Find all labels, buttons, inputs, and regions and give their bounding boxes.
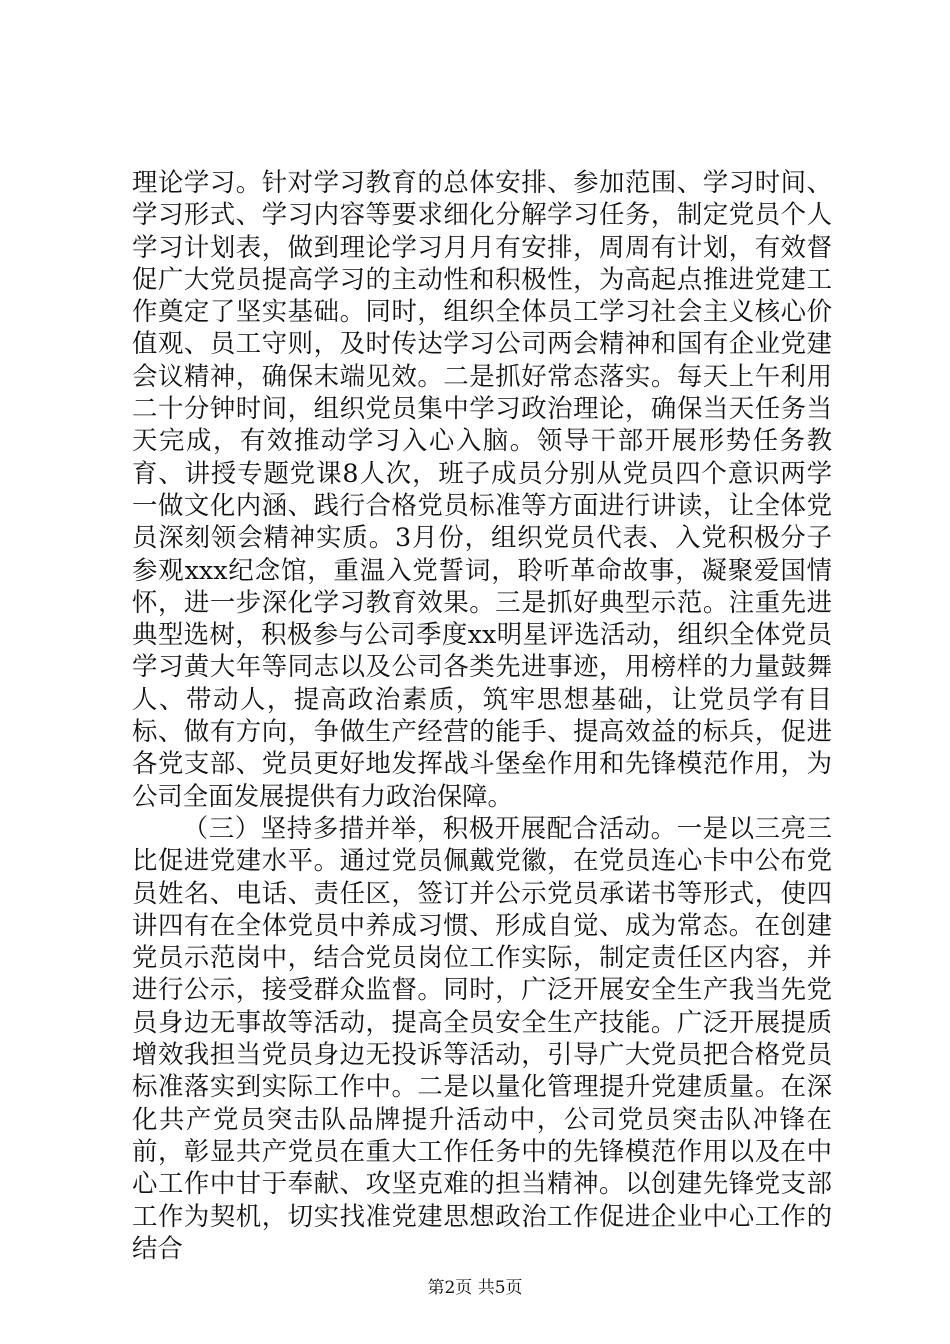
page-number-footer: 第2页 共5页 xyxy=(427,1278,523,1298)
document-body xyxy=(132,166,832,1264)
body-paragraph-2: （三）坚持多措并举，积极开展配合活动。一是以三亮三比促进党建水平。通过党员佩戴党徽，在党员连心卡中公布党员姓名、电话、责任区，签订并公示党员承诺书等形式，使四讲四有在全体党员中养成习惯、形成自觉、成为常态。在创建党员示范岗中，结合党员岗位工作实际，制定责任区内容，并进行公示，接受群众监督。同时，广泛开展安全生产我当先党员身边无事故等活动，提高全员安全生产技能。广泛开展提质增效我担当党员身边无投诉等活动，引导广大党员把合格党员标准落实到实际工作中。二是以量化管理提升党建质量。在深化共产党员突击队品牌提升活动中，公司党员突击队冲锋在前，彰显共产党员在重大工作任务中的先锋模范作用以及在中心工作中甘于奉献、攻坚克难的担当精神。以创建先锋党支部工作为契机，切实找准党建思想政治工作促进企业中心工作的结合 xyxy=(132,812,832,1263)
body-paragraph-1: 理论学习。针对学习教育的总体安排、参加范围、学习时间、学习形式、学习内容等要求细化分解学习任务，制定党员个人学习计划表，做到理论学习月月有安排，周周有计划，有效督促广大党员提高学习的主动性和积极性，为高起点推进党建工作奠定了坚实基础。同时，组织全体员工学习社会主义核心价值观、员工守则，及时传达学习公司两会精神和国有企业党建会议精神，确保末端见效。二是抓好常态落实。每天上午利用二十分钟时间，组织党员集中学习政治理论，确保当天任务当天完成，有效推动学习入心入脑。领导干部开展形势任务教育、讲授专题党课8人次，班子成员分别从党员四个意识两学一做文化内涵、践行合格党员标准等方面进行讲读，让全体党员深刻领会精神实质。3月份，组织党员代表、入党积极分子参观xxx纪念馆，重温入党誓词，聆听革命故事，凝聚爱国情怀，进一步深化学习教育效果。三是抓好典型示范。注重先进典型选树，积极参与公司季度xx明星评选活动，组织全体党员学习黄大年等同志以及公司各类先进事迹，用榜样的力量鼓舞人、带动人，提高政治素质，筑牢思想基础，让党员学有目标、做有方向，争做生产经营的能手、提高效益的标兵，促进各党支部、党员更好地发挥战斗堡垒作用和先锋模范作用，为公司全面发展提供有力政治保障。 xyxy=(132,167,832,811)
